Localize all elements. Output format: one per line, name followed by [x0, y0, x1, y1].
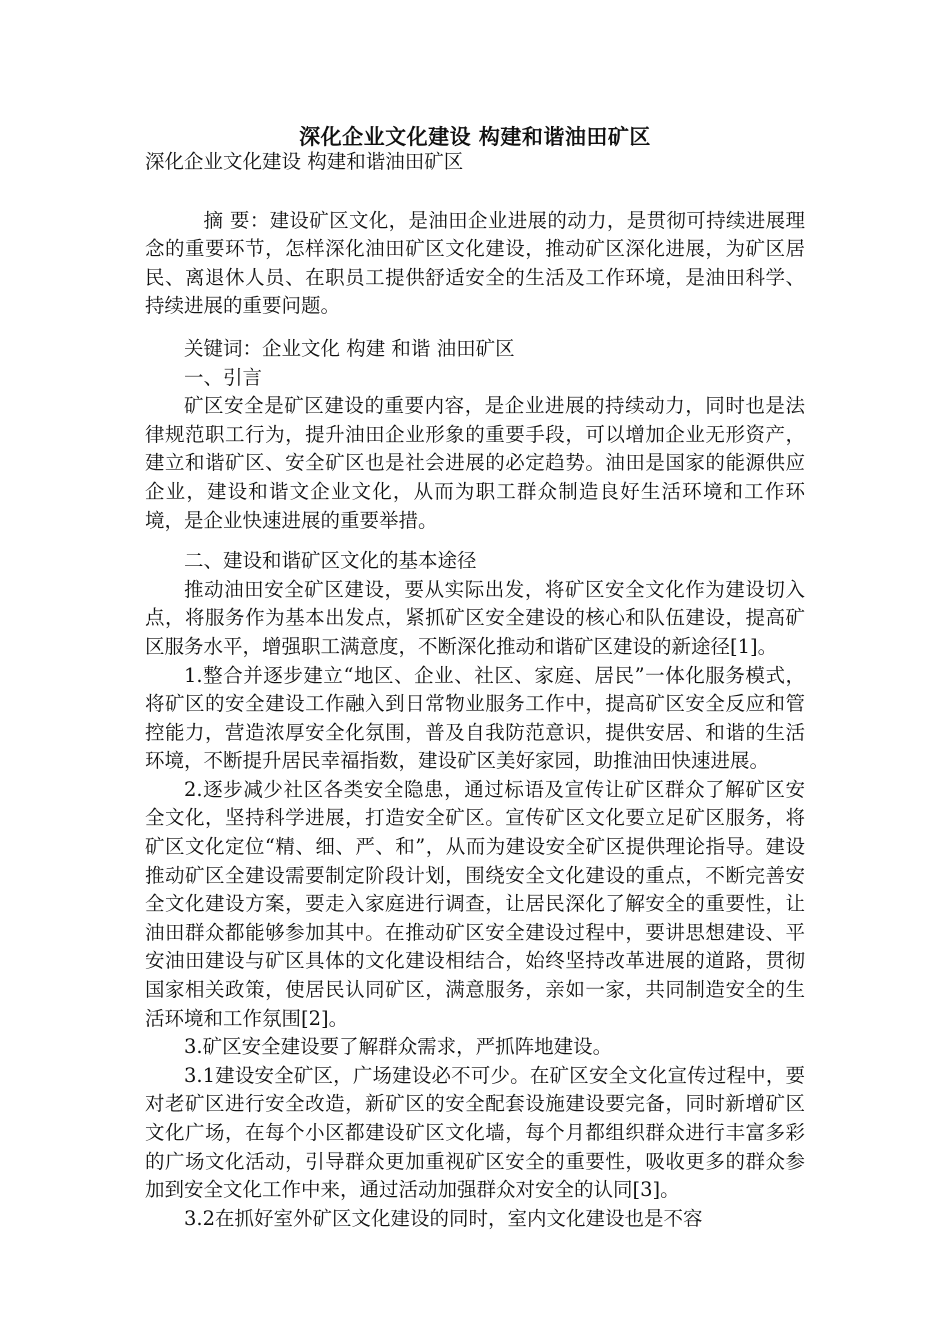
- section-heading-introduction: 一、引言: [184, 365, 263, 389]
- spacer: [145, 535, 805, 547]
- introduction-paragraph: 矿区安全是矿区建设的重要内容，是企业进展的持续动力，同时也是法律规范职工行为，提升油田企业形象的重要手段，可以增加企业无形资产，建立和谐矿区、安全矿区也是社会进展的必定趋势。油田是国家的能源供应企业，建设和谐文企业文化，从而为职工群众制造良好生活环境和工作环境，是企业快速进展的重要举措。: [145, 394, 805, 532]
- abstract-paragraph: 摘 要：建设矿区文化，是油田企业进展的动力，是贯彻可持续进展理念的重要环节，怎样深化油田矿区文化建设，推动矿区深化进展，为矿区居民、离退休人员、在职员工提供舒适安全的生活及工作环境，是油田科学、持续进展的重要问题。: [145, 208, 805, 318]
- list-item-3: 3.矿区安全建设要了解群众需求，严抓阵地建设。: [184, 1035, 613, 1059]
- list-item-3-2: 3.2在抓好室外矿区文化建设的同时，室内文化建设也是不容: [184, 1206, 703, 1230]
- approaches-intro-paragraph: 推动油田安全矿区建设，要从实际出发，将矿区安全文化作为建设切入点，将服务作为基本出发点，紧抓矿区安全建设的核心和队伍建设，提高矿区服务水平，增强职工满意度，不断深化推动和谐矿区建设的新途径[1]。: [145, 577, 805, 658]
- document-title: 深化企业文化建设 构建和谐油田矿区: [299, 125, 651, 149]
- list-item-1: 1.整合并逐步建立“地区、企业、社区、家庭、居民”一体化服务模式，将矿区的安全建设工作融入到日常物业服务工作中，提高矿区安全反应和管控能力，营造浓厚安全化氛围，普及自我防范意识，提供安居、和谐的生活环境，不断提升居民幸福指数，建设矿区美好家园，助推油田快速进展。: [145, 663, 805, 773]
- document-body: [145, 148, 805, 1233]
- spacer: [145, 177, 805, 207]
- document-subtitle: 深化企业文化建设 构建和谐油田矿区: [145, 150, 464, 173]
- spacer: [145, 321, 805, 335]
- keywords-line: 关键词：企业文化 构建 和谐 油田矿区: [184, 336, 515, 360]
- list-item-3-1: 3.1建设安全矿区，广场建设必不可少。在矿区安全文化宣传过程中，要对老矿区进行安全改造，新矿区的安全配套设施建设要完备，同时新增矿区文化广场，在每个小区都建设矿区文化墙，每个月都组织群众进行丰富多彩的广场文化活动，引导群众更加重视矿区安全的重要性，吸收更多的群众参加到安全文化工作中来，通过活动加强群众对安全的认同[3]。: [145, 1063, 805, 1202]
- list-item-2: 2.逐步减少社区各类安全隐患，通过标语及宣传让矿区群众了解矿区安全文化，坚持科学进展，打造安全矿区。宣传矿区文化要立足矿区服务，将矿区文化定位“精、细、严、和”，从而为建设安全矿区提供理论指导。建设推动矿区全建设需要制定阶段计划，围绕安全文化建设的重点，不断完善安全文化建设方案，要走入家庭进行调查，让居民深化了解安全的重要性，让油田群众都能够参加其中。在推动矿区安全建设过程中，要讲思想建设、平安油田建设与矿区具体的文化建设相结合，始终坚持改革进展的道路，贯彻国家相关政策，使居民认同矿区，满意服务，亲如一家，共同制造安全的生活环境和工作氛围[2]。: [145, 777, 805, 1030]
- section-heading-approaches: 二、建设和谐矿区文化的基本途径: [184, 549, 477, 573]
